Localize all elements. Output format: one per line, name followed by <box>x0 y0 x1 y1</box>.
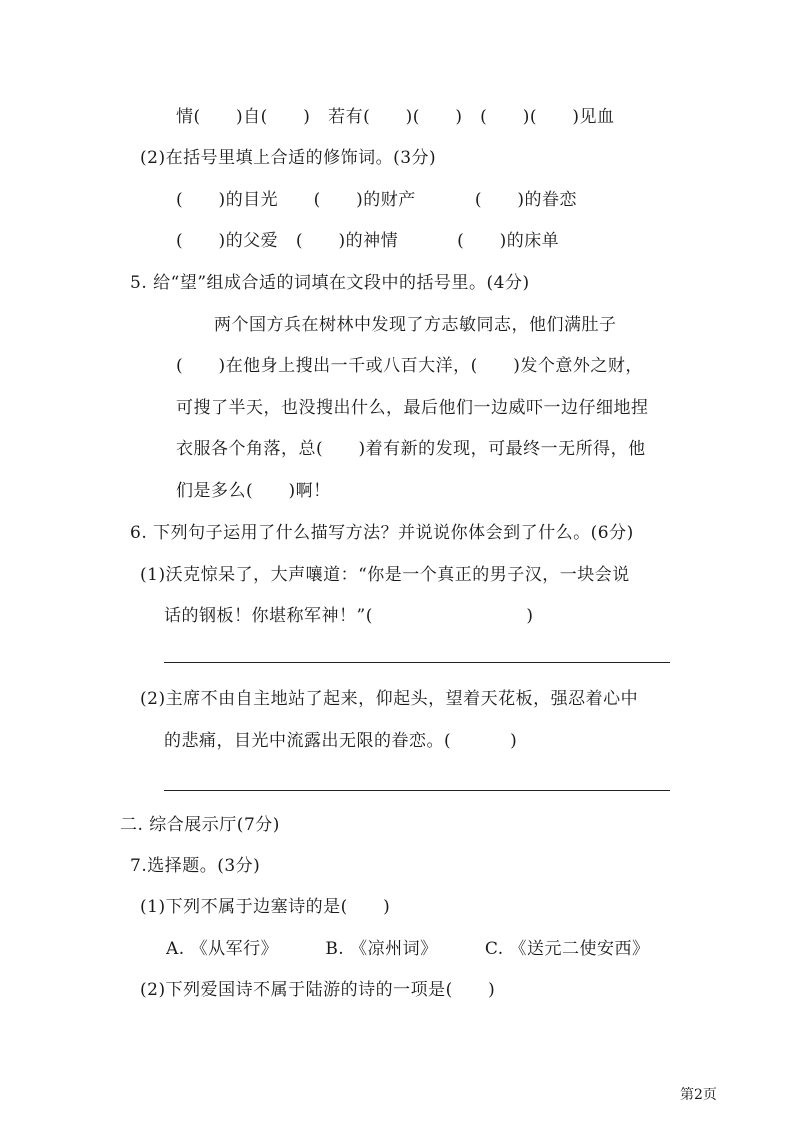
question-7: 7.选择题。(3分) <box>130 856 261 876</box>
answer-line-2 <box>164 790 670 791</box>
sentence-1-line-2: 话的钢板！你堪称军神！”( ) <box>164 606 534 626</box>
sentence-1-line-1: (1)沃克惊呆了，大声嚷道：“你是一个真正的男子汉，一块会说 <box>140 565 630 585</box>
modifier-row-1: ( )的目光 ( )的财产 ( )的眷恋 <box>176 190 578 210</box>
question-5: 5. 给“望”组成合适的词填在文段中的括号里。(4分) <box>130 273 530 293</box>
answer-line-1 <box>164 662 670 663</box>
paragraph-line-3: 可搜了半天，也没搜出什么，最后他们一边威吓一边仔细地捏 <box>176 398 649 418</box>
question-7-1: (1)下列不属于边塞诗的是( ) <box>140 897 391 917</box>
question-7-2: (2)下列爱国诗不属于陆游的诗的一项是( ) <box>140 980 496 1000</box>
sentence-2-line-1: (2)主席不由自主地站了起来，仰起头，望着天花板，强忍着心中 <box>140 689 639 709</box>
sentence-2-line-2: 的悲痛，目光中流露出无限的眷恋。( ) <box>164 731 518 751</box>
section-2-title: 二. 综合展示厅(7分) <box>120 815 280 835</box>
paragraph-line-5: 们是多么( )啊！ <box>176 481 331 501</box>
paragraph-line-1: 两个国方兵在树林中发现了方志敏同志，他们满肚子 <box>214 315 617 335</box>
paragraph-line-4: 衣服各个角落，总( )着有新的发现，可最终一无所得，他 <box>176 439 646 459</box>
page-number: 第2页 <box>680 1087 717 1103</box>
paragraph-line-2: ( )在他身上搜出一千或八百大洋，( )发个意外之财， <box>176 356 643 376</box>
question-7-1-options: A. 《从军行》 B. 《凉州词》 C. 《送元二使安西》 <box>166 939 650 959</box>
line-idioms: 情( )自( ) 若有( )( ) ( )( )见血 <box>176 107 615 127</box>
question-6: 6. 下列句子运用了什么描写方法？并说说你体会到了什么。(6分) <box>130 523 634 543</box>
modifier-row-2: ( )的父爱 ( )的神情 ( )的床单 <box>176 231 560 251</box>
question-4-2: (2)在括号里填上合适的修饰词。(3分) <box>140 148 437 168</box>
